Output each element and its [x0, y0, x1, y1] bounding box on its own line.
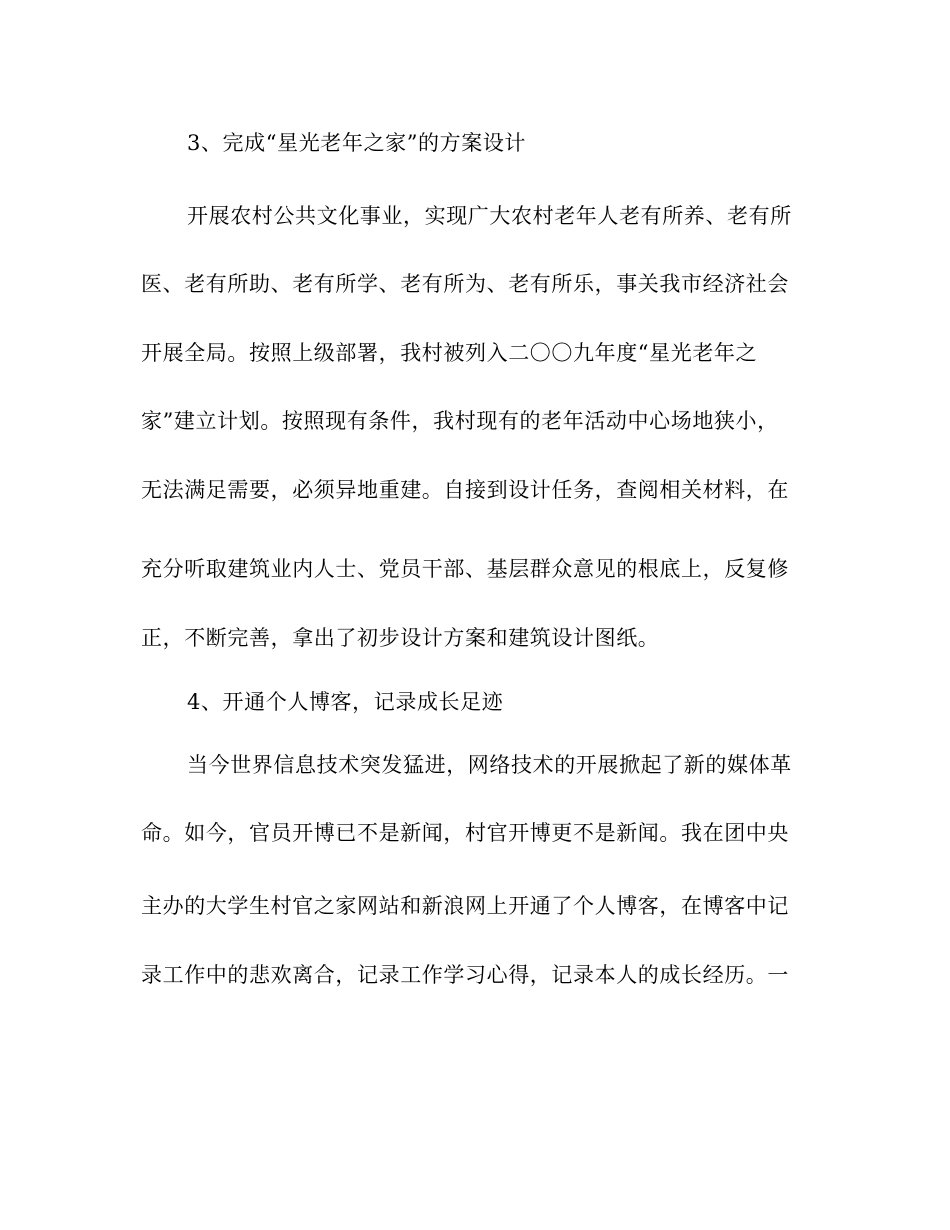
paragraph-line: 开展农村公共文化事业，实现广大农村老年人老有所养、老有所: [187, 204, 792, 228]
section-heading-3: 3、完成“星光老年之家”的方案设计: [187, 131, 527, 155]
paragraph-line: 当今世界信息技术突发猛进，网络技术的开展掀起了新的媒体革: [187, 753, 792, 777]
paragraph-line: 主办的大学生村官之家网站和新浪网上开通了个人博客，在博客中记: [141, 894, 789, 918]
paragraph-line: 无法满足需要，必须异地重建。自接到设计任务，查阅相关材料，在: [141, 478, 789, 502]
paragraph-line: 正，不断完善，拿出了初步设计方案和建筑设计图纸。: [141, 626, 660, 650]
paragraph-line: 医、老有所助、老有所学、老有所为、老有所乐，事关我市经济社会: [141, 272, 789, 296]
paragraph-line: 命。如今，官员开博已不是新闻，村官开博更不是新闻。我在团中央: [141, 821, 789, 845]
paragraph-line: 开展全局。按照上级部署，我村被列入二〇〇九年度“星光老年之: [141, 341, 758, 365]
paragraph-line: 录工作中的悲欢离合，记录工作学习心得，记录本人的成长经历。一: [141, 963, 789, 987]
paragraph-line: 家”建立计划。按照现有条件，我村现有的老年活动中心场地狭小，: [141, 409, 779, 433]
section-heading-4: 4、开通个人博客，记录成长足迹: [187, 690, 504, 714]
paragraph-line: 充分听取建筑业内人士、党员干部、基层群众意见的根底上，反复修: [141, 557, 789, 581]
